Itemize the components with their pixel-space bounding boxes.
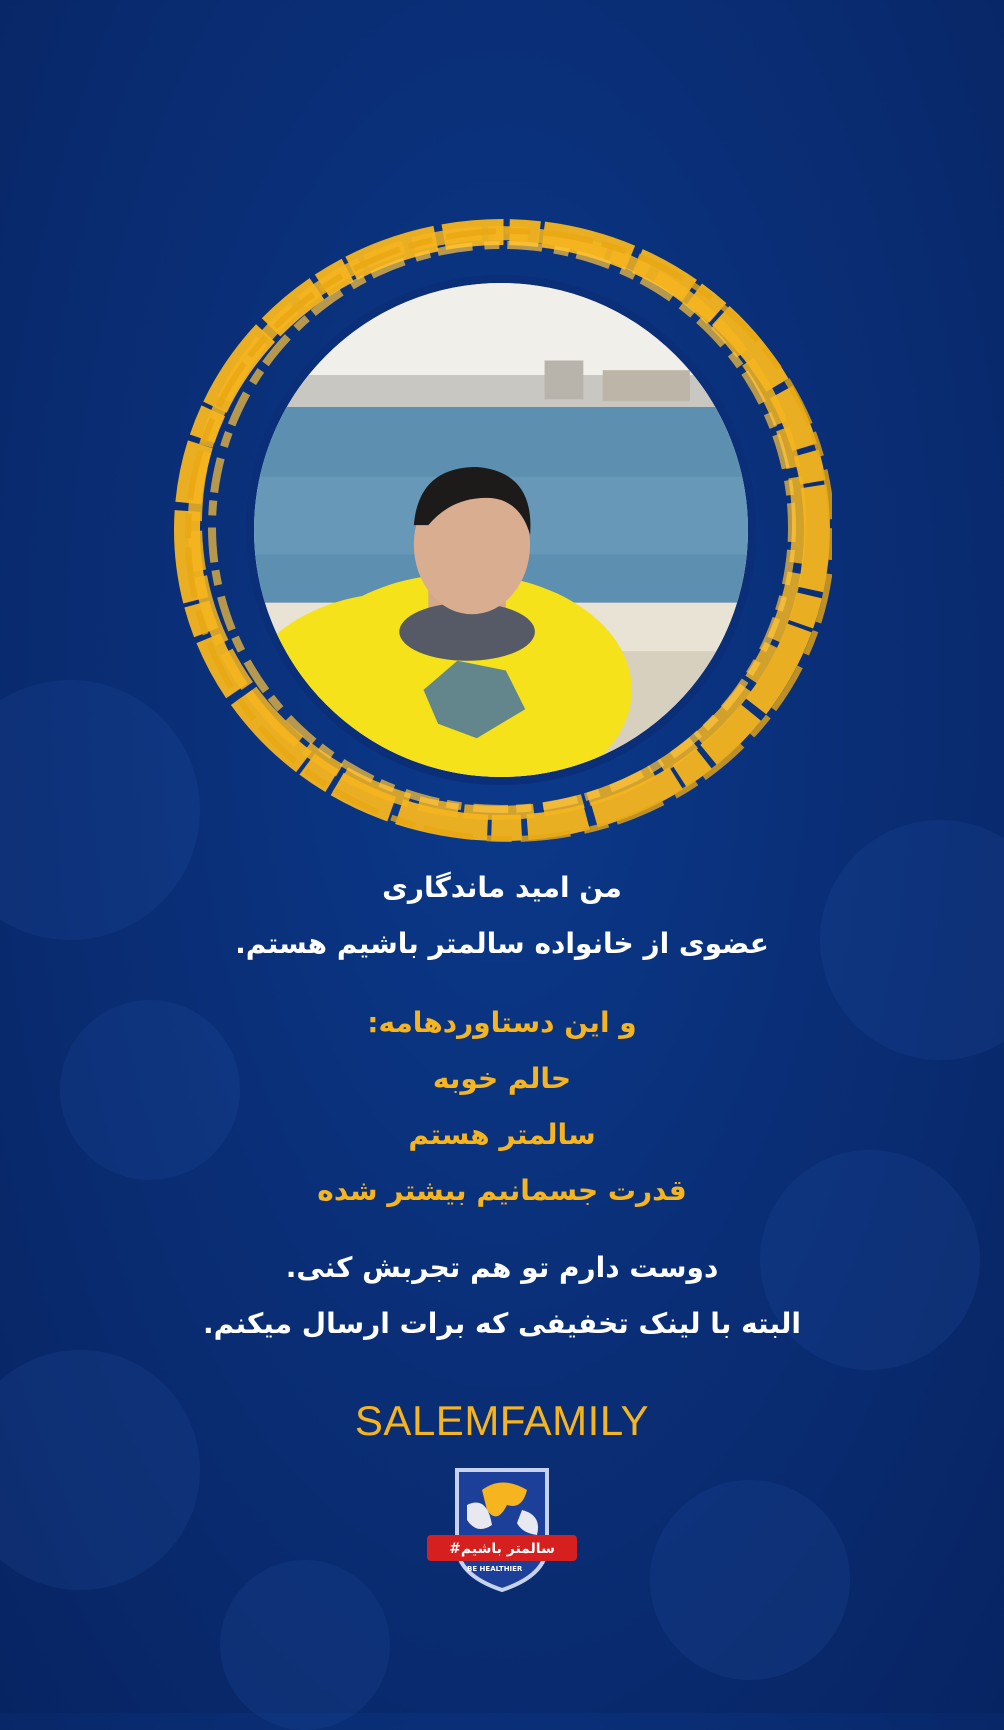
person-photo-icon <box>254 283 748 777</box>
shield-logo-icon <box>427 1465 577 1595</box>
bokeh-circle <box>650 1480 850 1680</box>
achievement-item: سالمتر هستم <box>408 1118 596 1151</box>
intro-text <box>0 860 1004 972</box>
intro-member-line: عضوی از خانواده سالمتر باشیم هستم. <box>235 927 769 960</box>
achievement-item: حالم خوبه <box>432 1062 572 1095</box>
profile-photo <box>246 275 756 785</box>
invite-text <box>0 1240 1004 1352</box>
brand-logo <box>427 1465 577 1595</box>
invite-line-2: البته با لینک تخفیفی که برات ارسال میکنم. <box>202 1307 802 1340</box>
intro-name-line: من امید ماندگاری <box>382 871 622 904</box>
profile-photo-frame <box>172 205 832 845</box>
achievement-item: قدرت جسمانیم بیشتر شده <box>317 1174 687 1207</box>
achievements-heading: و این دستاوردهامه: <box>367 1006 637 1039</box>
logo-text: #سالمتر باشیم <box>449 1541 555 1557</box>
achievements-list <box>0 995 1004 1219</box>
bokeh-circle <box>220 1560 390 1730</box>
brand-name: SALEMFAMILY <box>354 1397 650 1444</box>
invite-line-1: دوست دارم تو هم تجربش کنی. <box>285 1251 719 1284</box>
bokeh-circle <box>0 1350 200 1590</box>
logo-subtext: BE HEALTHIER <box>467 1565 523 1573</box>
